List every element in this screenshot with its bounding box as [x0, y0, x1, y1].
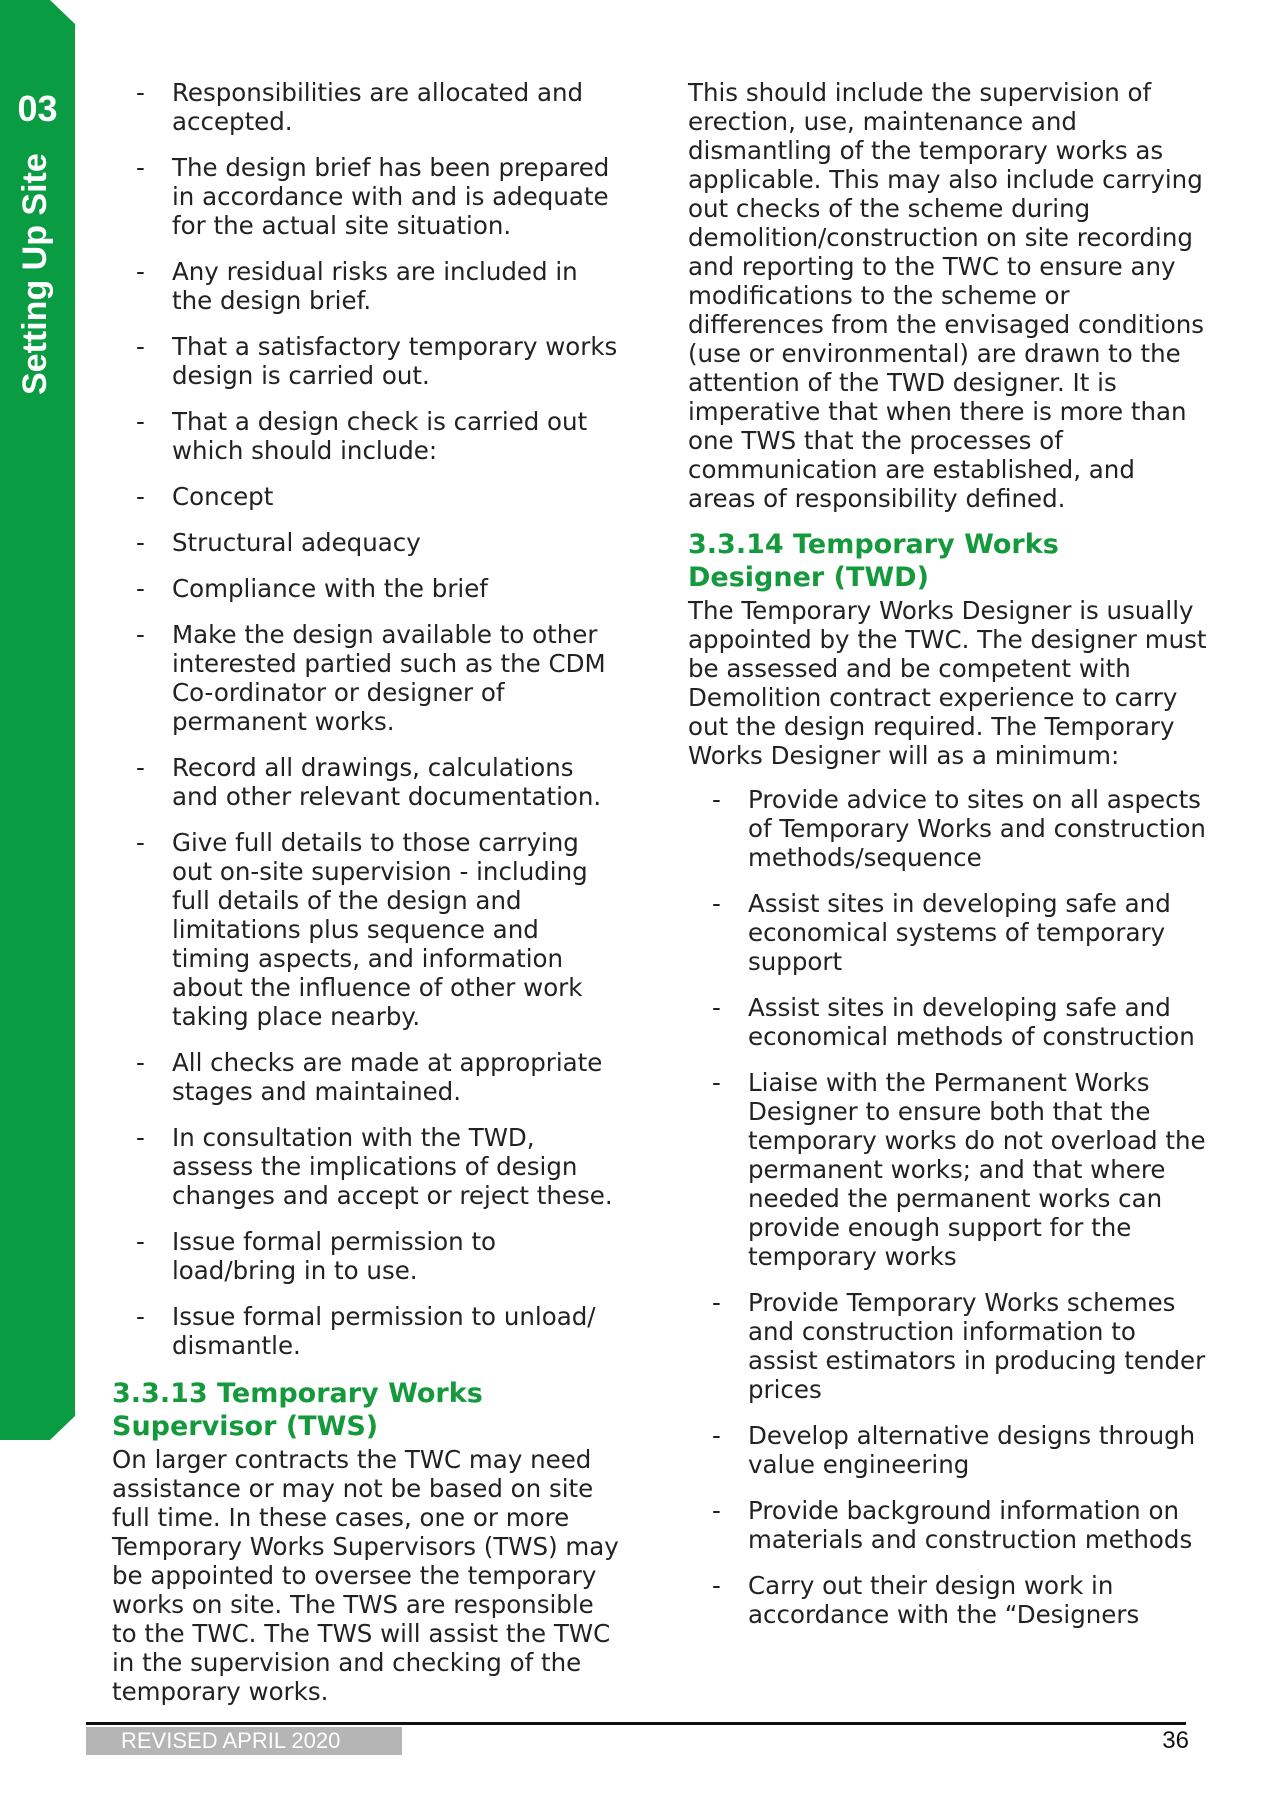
revised-badge: REVISED APRIL 2020 — [86, 1727, 402, 1755]
list-item — [112, 753, 622, 811]
bullet-dash: - — [136, 332, 145, 361]
list-item-text: Any residual risks are included in the design brief. — [172, 257, 578, 315]
bullet-dash: - — [136, 153, 145, 182]
list-item — [688, 1571, 1208, 1629]
list-item — [688, 785, 1208, 872]
list-item-text: The design brief has been prepared in accordance with and is adequate for the actual site situation. — [172, 153, 610, 240]
section-paragraph-twd: The Temporary Works Designer is usually appointed by the TWC. The designer must be assessed and be competent with Demolition contract experience to carry out the design required. The Temporary Works Designer will as a minimum: — [688, 596, 1207, 770]
list-item-text: Concept — [172, 482, 274, 511]
list-item — [112, 1048, 622, 1106]
list-item — [688, 1496, 1208, 1554]
chapter-number: 03 — [17, 88, 58, 129]
list-item — [112, 332, 622, 390]
bullet-dash: - — [712, 785, 721, 814]
list-item-text: Issue formal permission to unload/ dismantle. — [172, 1302, 596, 1360]
bullet-dash: - — [136, 828, 145, 857]
bullet-dash: - — [136, 1302, 145, 1331]
list-item-text: Provide Temporary Works schemes and construction information to assist estimators in producing tender prices — [748, 1288, 1206, 1404]
bullet-dash: - — [136, 753, 145, 782]
bullet-dash: - — [136, 1227, 145, 1256]
bullet-dash: - — [712, 1496, 721, 1525]
list-item — [112, 1302, 622, 1360]
left-column — [112, 78, 622, 1721]
right-bullet-list — [688, 785, 1208, 1629]
list-item-text: Make the design available to other interested partied such as the CDM Co-ordinator or designer of permanent works. — [172, 620, 606, 736]
list-item — [688, 1288, 1208, 1404]
section-heading-twd: 3.3.14 Temporary Works Designer (TWD) — [688, 529, 1059, 593]
list-item — [112, 78, 622, 136]
bullet-dash: - — [712, 1288, 721, 1317]
bullet-dash: - — [712, 889, 721, 918]
list-item-text: Provide advice to sites on all aspects of Temporary Works and construction methods/sequence — [748, 785, 1206, 872]
bullet-dash: - — [712, 993, 721, 1022]
list-item-text: That a design check is carried out which should include: — [172, 407, 588, 465]
list-item — [112, 620, 622, 736]
list-item — [688, 1068, 1208, 1271]
chapter-title: Setting Up Site — [16, 153, 54, 395]
list-item — [112, 1227, 622, 1285]
bullet-dash: - — [136, 574, 145, 603]
list-item-text: Carry out their design work in accordance with the “Designers — [748, 1571, 1140, 1629]
list-item — [112, 528, 622, 557]
bullet-dash: - — [136, 407, 145, 436]
list-item-text: Give full details to those carrying out on-site supervision - including full details of the design and limitations plus sequence and timing aspects, and information about the influence of other work taking place nearby. — [172, 828, 588, 1031]
section-paragraph-tws: On larger contracts the TWC may need assistance or may not be based on site full time. In these cases, one or more Temporary Works Supervisors (TWS) may be appointed to oversee the temporary works on site. The TWS are responsible to the TWC. The TWS will assist the TWC in the supervision and checking of the temporary works. — [112, 1445, 619, 1706]
bullet-dash: - — [136, 528, 145, 557]
list-item-text: Responsibilities are allocated and accepted. — [172, 78, 584, 136]
left-bullet-list — [112, 78, 622, 1360]
list-item-text: Provide background information on materials and construction methods — [748, 1496, 1193, 1554]
section-heading-tws: 3.3.13 Temporary Works Supervisor (TWS) — [112, 1378, 483, 1442]
list-item-text: Compliance with the brief — [172, 574, 488, 603]
list-item — [112, 407, 622, 465]
bullet-dash: - — [136, 257, 145, 286]
list-item-text: Record all drawings, calculations and other relevant documentation. — [172, 753, 602, 811]
bullet-dash: - — [712, 1571, 721, 1600]
right-column — [688, 78, 1208, 1646]
bullet-dash: - — [136, 78, 145, 107]
list-item-text: Assist sites in developing safe and economical systems of temporary support — [748, 889, 1171, 976]
list-item-text: Structural adequacy — [172, 528, 421, 557]
list-item — [112, 257, 622, 315]
list-item — [112, 482, 622, 511]
list-item — [112, 574, 622, 603]
intro-paragraph: This should include the supervision of erection, use, maintenance and dismantling of the temporary works as applicable. This may also include carrying out checks of the scheme during demolition/construction on site recording and reporting to the TWC to ensure any modifications to the scheme or differences from the envisaged conditions (use or environmental) are drawn to the attention of the TWD designer. It is imperative that when there is more than one TWS that the processes of communication are established, and areas of responsibility defined. — [688, 78, 1205, 513]
list-item — [688, 993, 1208, 1051]
list-item — [112, 153, 622, 240]
list-item-text: That a satisfactory temporary works design is carried out. — [172, 332, 618, 390]
bullet-dash: - — [136, 1123, 145, 1152]
list-item-text: Assist sites in developing safe and economical methods of construction — [748, 993, 1195, 1051]
page-number: 36 — [1162, 1727, 1189, 1754]
list-item-text: All checks are made at appropriate stages and maintained. — [172, 1048, 603, 1106]
bullet-dash: - — [136, 620, 145, 649]
bullet-dash: - — [136, 1048, 145, 1077]
list-item-text: In consultation with the TWD, assess the implications of design changes and accept or reject these. — [172, 1123, 613, 1210]
list-item-text: Liaise with the Permanent Works Designer to ensure both that the temporary works do not overload the permanent works; and that where needed the permanent works can provide enough support for the temporary works — [748, 1068, 1206, 1271]
list-item — [688, 1421, 1208, 1479]
list-item — [112, 1123, 622, 1210]
list-item-text: Develop alternative designs through value engineering — [748, 1421, 1196, 1479]
bullet-dash: - — [136, 482, 145, 511]
list-item — [688, 889, 1208, 976]
bullet-dash: - — [712, 1068, 721, 1097]
bullet-dash: - — [712, 1421, 721, 1450]
list-item-text: Issue formal permission to load/bring in to use. — [172, 1227, 497, 1285]
list-item — [112, 828, 622, 1031]
footer-rule — [86, 1722, 1186, 1725]
